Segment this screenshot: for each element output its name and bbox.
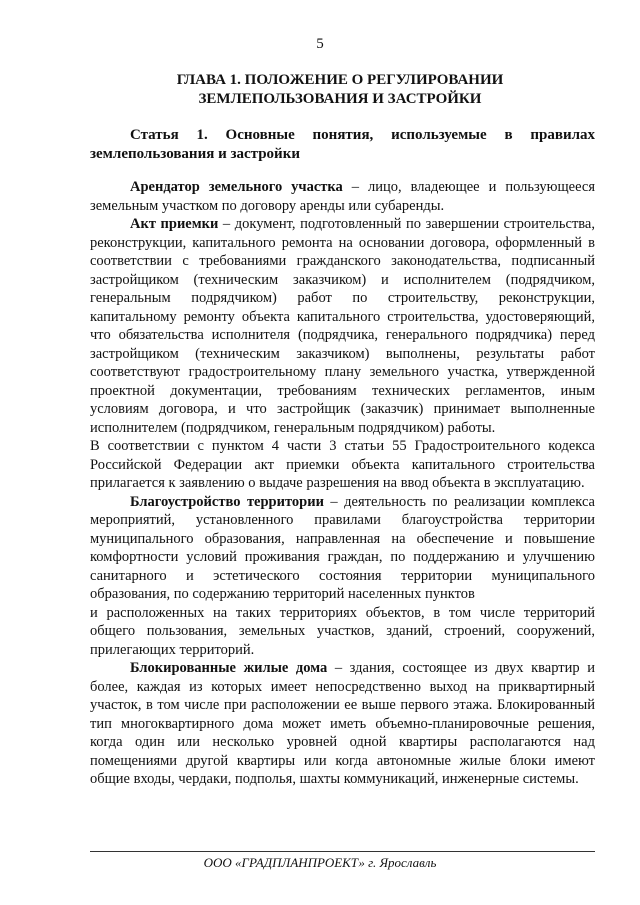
chapter-heading-line-2: ЗЕМЛЕПОЛЬЗОВАНИЯ И ЗАСТРОЙКИ [198,91,482,107]
definition-term: Арендатор земельного участка [130,179,343,195]
body-paragraph [90,604,595,660]
page-footer: ООО «ГРАДПЛАНПРОЕКТ» г. Ярославль [203,855,437,870]
definition-paragraph [90,178,595,215]
article-heading-line-2: землепользования и застройки [90,146,300,162]
definitions-body [90,178,595,789]
article-heading-line-1: Статья 1. Основные понятия, используемые в правилах [130,127,595,143]
definition-text: – здания, состоящее из двух квартир и более, каждая из которых имеет непосредственно выход на приквартирный участок, в том числе при расположении ее выше первого этажа. Блокированный тип многоквартирного дома может иметь объемно-планировочные решения, когда один или несколько уровней одной квартиры располагаются над помещениями другой квартиры или когда автономные жилые блоки имеют общие входы, чердаки, подполья, шахты коммуникаций, инженерные системы. [90,660,595,787]
chapter-heading [90,71,590,109]
definition-text: – лицо, владеющее и пользующееся земельным участком по договору аренды или субаренды. [90,179,596,214]
page-number: 5 [316,36,324,52]
paragraph-text: В соответствии с пунктом 4 части 3 статьи 55 Градостроительного кодекса Российской Федерации акт приемки объекта капитального строительства прилагается к заявлению о выдаче разрешения на ввод объекта в эксплуатацию. [90,438,595,491]
definition-text: – деятельность по реализации комплекса мероприятий, установленного правилами благоустройства территории муниципального образования, направленная на обеспечение и повышение комфортности условий проживания граждан, по поддержанию и улучшению санитарного и эстетического состояния территории муниципального образования, по содержанию территорий населенных пунктов [90,493,595,602]
body-paragraph [90,437,595,493]
footer-divider [90,851,595,852]
definition-text: – документ, подготовленный по завершении строительства, реконструкции, капитального ремонта на основании договора, оформленный в соответствии с требованиями гражданского законодательства, подписанный застройщиком (техническим заказчиком) и исполнителем (подрядчиком, генеральным подрядчиком) работ по строительству, реконструкции, капитальному ремонту объекта капитального строительства, удостоверяющий, что обязательства исполнителя (подрядчика, генерального подрядчика) перед застройщиком (техническим заказчиком) выполнены, результаты работ соответствуют градостроительному плану земельного участка, утвержденной проектной документации, требованиям технических регламентов, иным условиям договора, и что застройщик (заказчик) принимает выполненные исполнителем (подрядчиком, генеральным подрядчиком) работы. [90,216,595,436]
paragraph-text: и расположенных на таких территориях объектов, в том числе территорий общего пользования, земельных участков, зданий, строений, сооружений, прилегающих территорий. [90,604,595,658]
article-heading [90,126,595,164]
definition-paragraph [90,659,595,789]
definition-term: Блокированные жилые дома [130,660,328,676]
definition-paragraph [90,493,595,604]
definition-term: Акт приемки [130,216,219,232]
definition-paragraph [90,215,595,437]
chapter-heading-line-1: ГЛАВА 1. ПОЛОЖЕНИЕ О РЕГУЛИРОВАНИИ [176,72,504,88]
definition-term: Благоустройство территории [130,493,324,510]
